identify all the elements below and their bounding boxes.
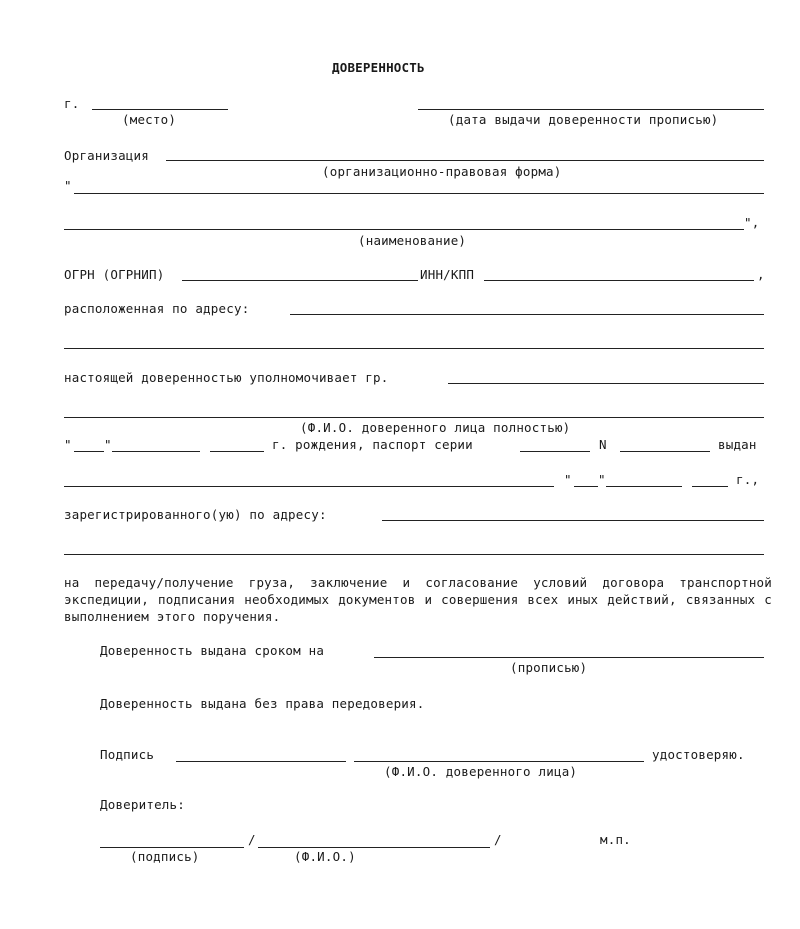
ogrn-label: ОГРН (ОГРНИП) (64, 267, 165, 282)
document-title: ДОВЕРЕННОСТЬ (332, 60, 425, 75)
no-delegation-text: Доверенность выдана без права передоверия. (100, 696, 425, 711)
inn-field[interactable] (484, 280, 754, 281)
slash-1: / (248, 832, 256, 847)
principal-label: Доверитель: (100, 797, 185, 812)
slash-2: / (494, 832, 502, 847)
issued-year-field[interactable] (692, 486, 728, 487)
sign-hint: (подпись) (130, 849, 200, 864)
place-prefix: г. (64, 96, 80, 111)
birth-day-field[interactable] (74, 451, 104, 452)
term-hint: (прописью) (510, 660, 588, 675)
inn-comma: , (757, 267, 765, 282)
term-label: Доверенность выдана сроком на (100, 643, 325, 658)
date-hint: (дата выдачи доверенности прописью) (448, 112, 719, 127)
registered-field-1[interactable] (382, 520, 764, 521)
trustee-field-1[interactable] (448, 383, 764, 384)
passport-number-field[interactable] (620, 451, 710, 452)
org-form-hint: (организационно-правовая форма) (322, 164, 562, 179)
birth-month-field[interactable] (112, 451, 200, 452)
inn-label: ИНН/КПП (420, 267, 475, 282)
number-label: N (599, 437, 607, 452)
name-hint: (наименование) (358, 233, 467, 248)
address-field-2[interactable] (64, 348, 764, 349)
fio-hint: (Ф.И.О. доверенного лица полностью) (300, 420, 571, 435)
issued-label: выдан (718, 437, 757, 452)
issued-month-field[interactable] (606, 486, 682, 487)
org-form-field[interactable] (166, 160, 764, 161)
principal-sign-field[interactable] (100, 847, 244, 848)
term-field[interactable] (374, 657, 764, 658)
quote-open: " (64, 178, 72, 193)
place-field[interactable] (92, 109, 228, 110)
principal-fio-field[interactable] (258, 847, 490, 848)
authorizes-label: настоящей доверенностью уполномочивает гр. (64, 370, 389, 385)
trustee-fio-field[interactable] (354, 761, 644, 762)
place-hint: (место) (122, 112, 177, 127)
certify-label: удостоверяю. (652, 747, 745, 762)
org-name-field-2[interactable] (64, 229, 744, 230)
issued-quote-close: " (598, 472, 606, 487)
org-name-field-1[interactable] (74, 193, 764, 194)
trustee-field-2[interactable] (64, 417, 764, 418)
stamp-label: м.п. (600, 832, 631, 847)
trustee-fio-hint: (Ф.И.О. доверенного лица) (384, 764, 578, 779)
issued-day-field[interactable] (574, 486, 598, 487)
birth-quote-close: " (104, 437, 112, 452)
registered-label: зарегистрированного(ую) по адресу: (64, 507, 327, 522)
registered-field-2[interactable] (64, 554, 764, 555)
org-label: Организация (64, 148, 149, 163)
signature-field[interactable] (176, 761, 346, 762)
ogrn-field[interactable] (182, 280, 418, 281)
principal-fio-hint: (Ф.И.О.) (294, 849, 356, 864)
date-field[interactable] (418, 109, 764, 110)
address-field-1[interactable] (290, 314, 764, 315)
issued-by-field[interactable] (64, 486, 554, 487)
signature-label: Подпись (100, 747, 155, 762)
birth-label: г. рождения, паспорт серии (272, 437, 473, 452)
passport-series-field[interactable] (520, 451, 590, 452)
issued-quote-open: " (564, 472, 572, 487)
address-label: расположенная по адресу: (64, 301, 250, 316)
quote-close: ", (744, 215, 760, 230)
purpose-paragraph: на передачу/получение груза, заключение и согласование условий договора транспортной экспедиции, подписания необходимых документов и совершения всех иных действий, связанных с выполнением этого поручения. (64, 575, 772, 624)
birth-year-field[interactable] (210, 451, 264, 452)
birth-quote-open: " (64, 437, 72, 452)
issued-year-label: г., (736, 472, 760, 487)
